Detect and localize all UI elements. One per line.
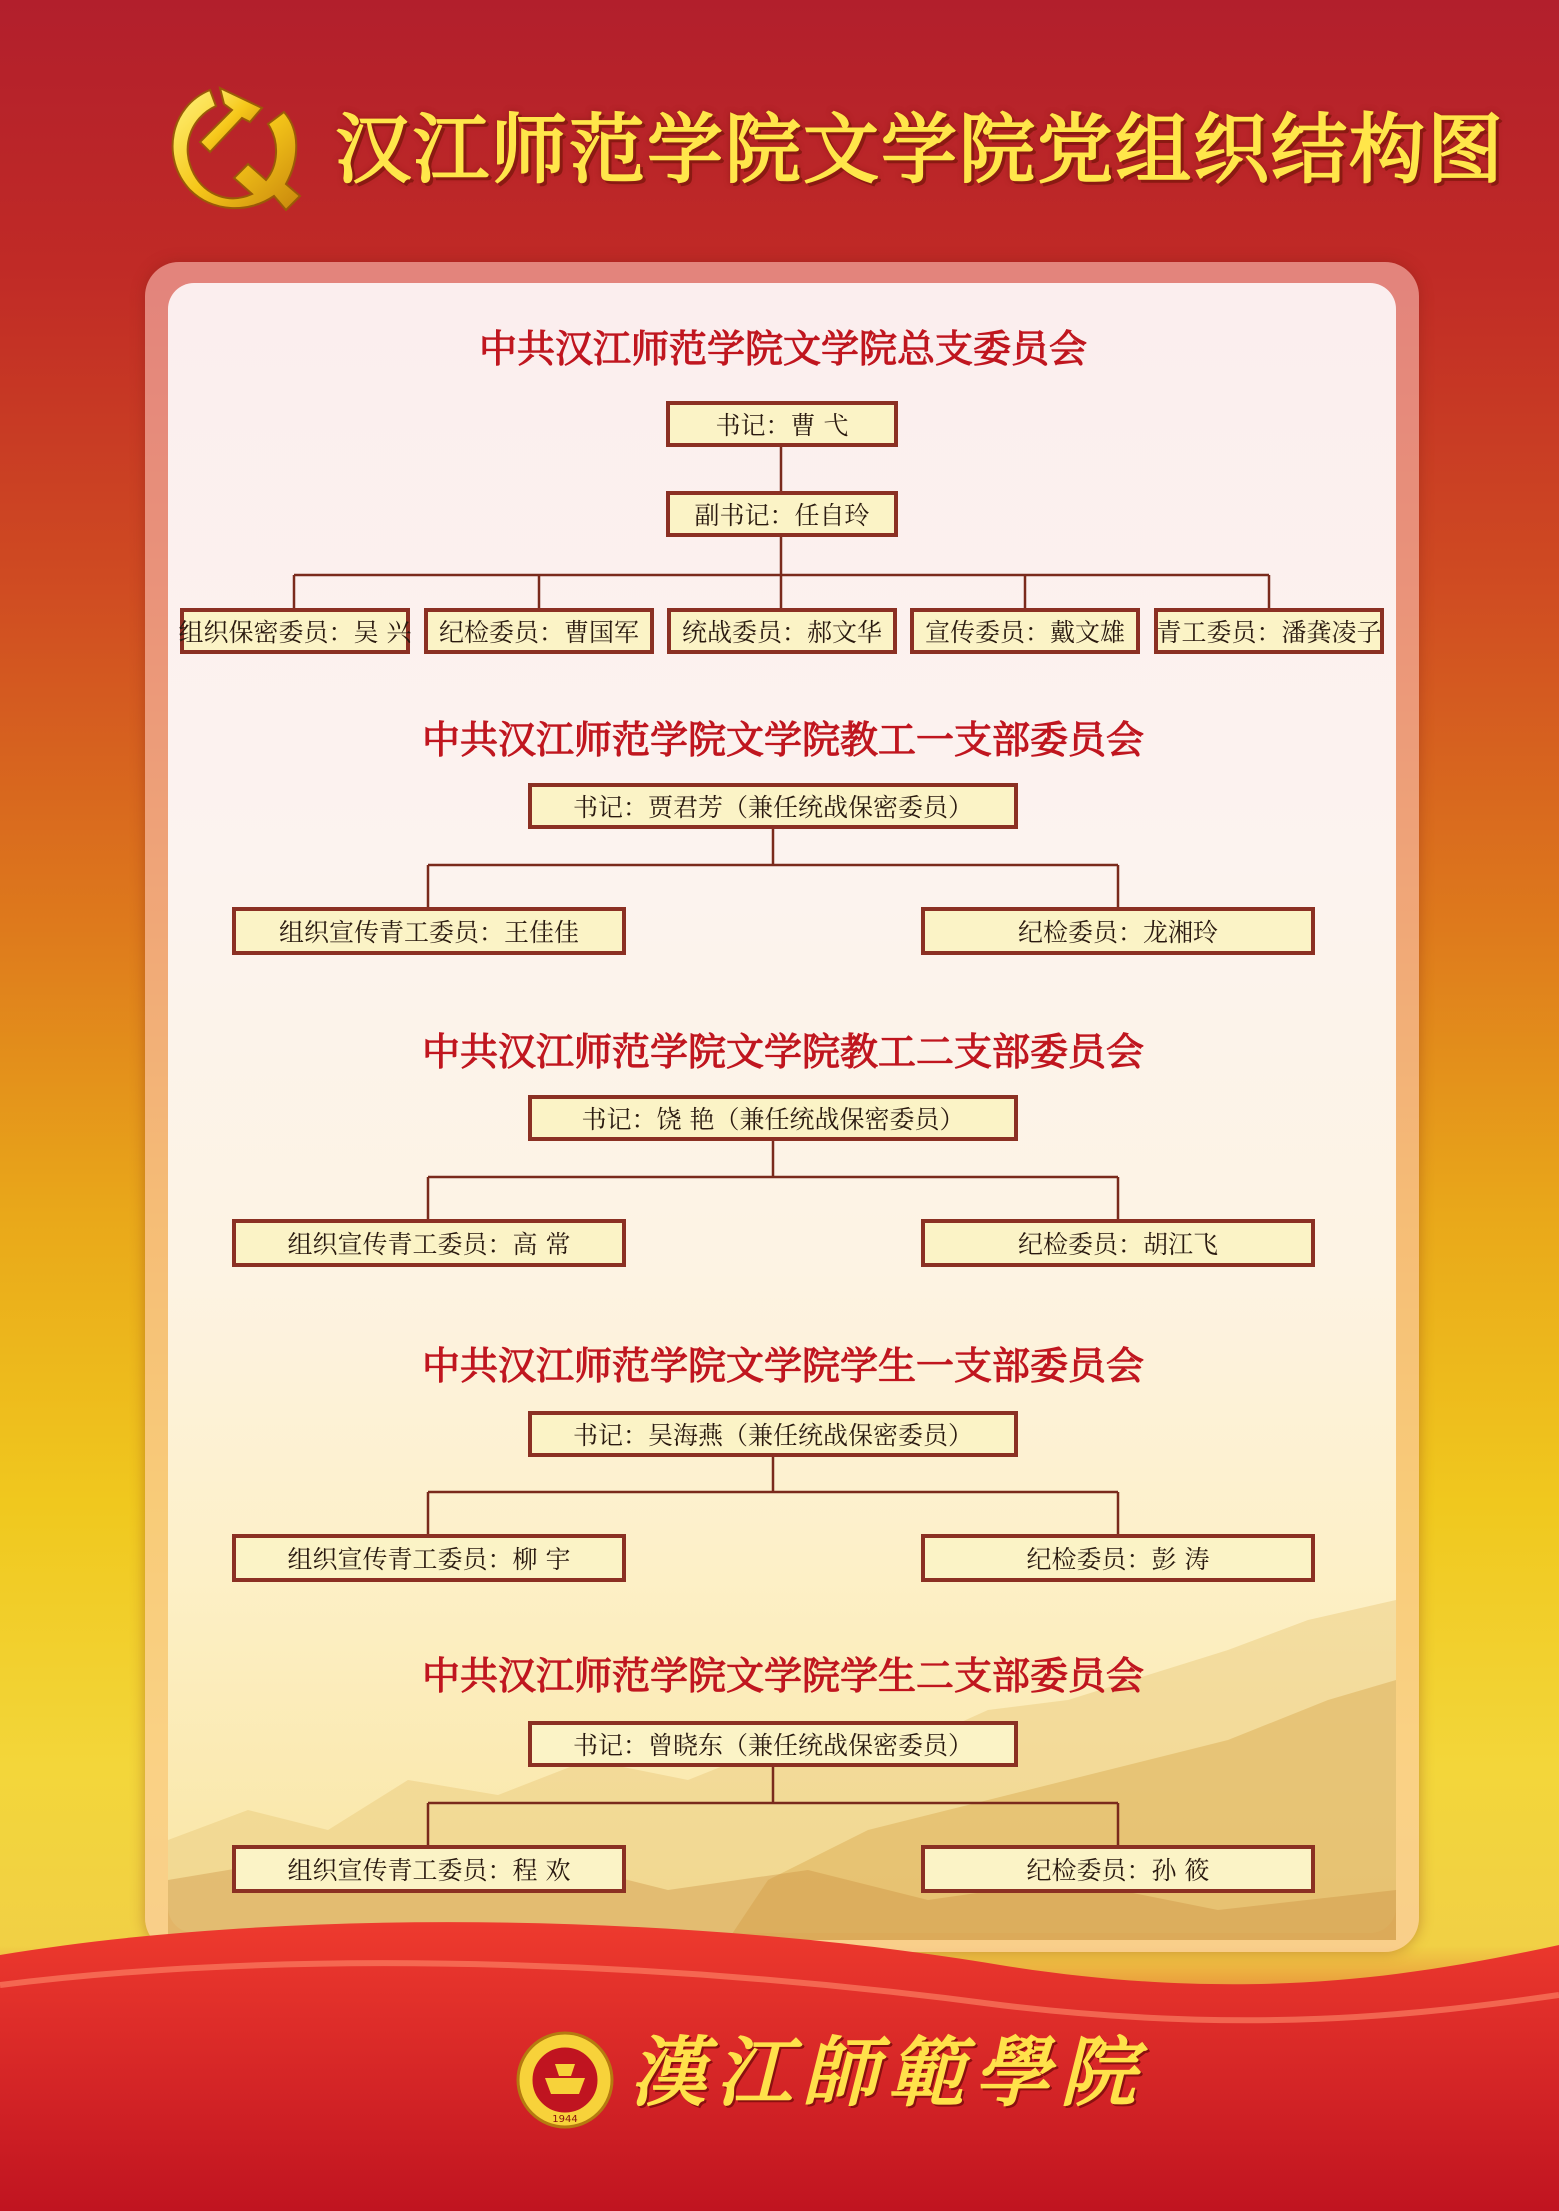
member-box-united-front: 统战委员：郝文华 <box>667 608 897 654</box>
section-title-faculty-branch-2: 中共汉江师范学院文学院教工二支部委员会 <box>421 1030 1145 1074</box>
member-box-publicity: 宣传委员：戴文雄 <box>910 608 1140 654</box>
member-box-organization: 组织宣传青工委员：高 常 <box>232 1219 626 1267</box>
member-box-organization: 组织宣传青工委员：王佳佳 <box>232 907 626 955</box>
page-header <box>0 0 1559 260</box>
secretary-box: 书记：曾晓东（兼任统战保密委员） <box>528 1721 1018 1767</box>
member-box-discipline: 纪检委员：龙湘玲 <box>921 907 1315 955</box>
section-title-faculty-branch-1: 中共汉江师范学院文学院教工一支部委员会 <box>421 718 1145 762</box>
member-box-organization: 组织保密委员：吴 兴 <box>180 608 410 654</box>
member-box-discipline: 纪检委员：曹国军 <box>424 608 654 654</box>
section-title-general-branch: 中共汉江师范学院文学院总支委员会 <box>478 327 1088 371</box>
member-box-organization: 组织宣传青工委员：柳 宇 <box>232 1534 626 1582</box>
member-box-discipline: 纪检委员：彭 涛 <box>921 1534 1315 1582</box>
section-title-student-branch-1: 中共汉江师范学院文学院学生一支部委员会 <box>421 1344 1145 1388</box>
university-name: 漢江師範學院 <box>630 2028 1146 2117</box>
secretary-box: 书记：贾君芳（兼任统战保密委员） <box>528 783 1018 829</box>
logo-year: 1944 <box>552 2114 578 2125</box>
secretary-box: 书记：曹 弋 <box>666 401 898 447</box>
page-title: 汉江师范学院文学院党组织结构图 <box>335 105 1505 194</box>
member-box-organization: 组织宣传青工委员：程 欢 <box>232 1845 626 1893</box>
section-title-student-branch-2: 中共汉江师范学院文学院学生二支部委员会 <box>421 1654 1145 1698</box>
member-box-youth: 青工委员：潘龚凌子 <box>1154 608 1384 654</box>
secretary-box: 书记：吴海燕（兼任统战保密委员） <box>528 1411 1018 1457</box>
secretary-box: 书记：饶 艳（兼任统战保密委员） <box>528 1095 1018 1141</box>
party-emblem-icon <box>150 78 310 228</box>
member-box-discipline: 纪检委员：孙 筱 <box>921 1845 1315 1893</box>
deputy-secretary-box: 副书记：任自玲 <box>666 491 898 537</box>
member-box-discipline: 纪检委员：胡江飞 <box>921 1219 1315 1267</box>
university-logo-icon <box>515 2030 615 2130</box>
